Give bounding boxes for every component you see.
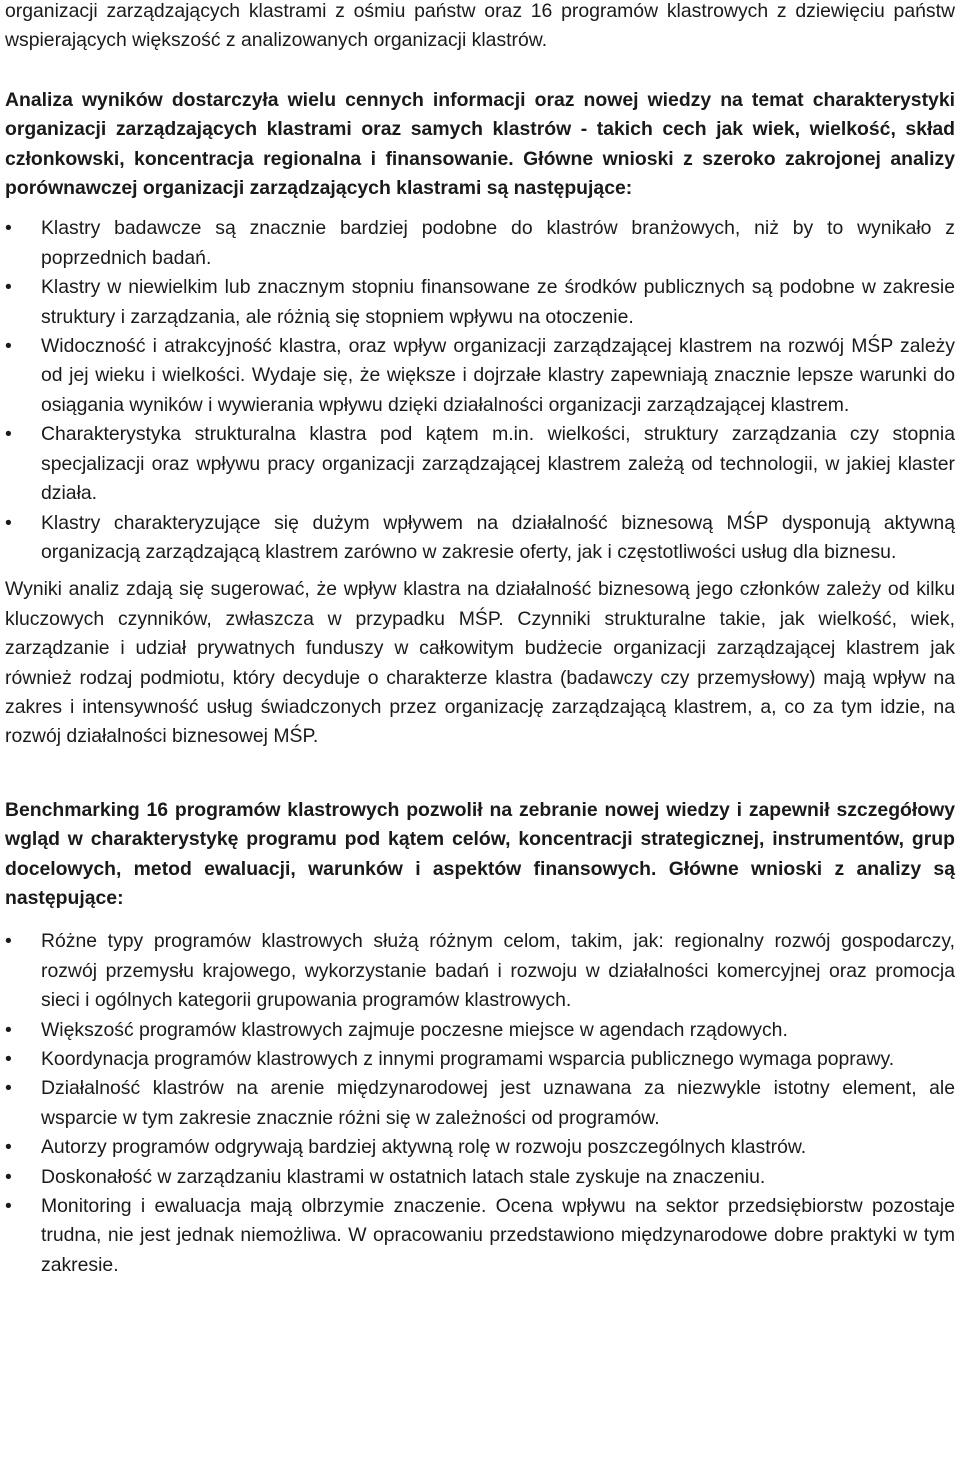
list-item xyxy=(5,332,955,420)
list-item xyxy=(5,273,955,332)
list-item-text: Działalność klastrów na arenie międzynarodowej jest uznawana za niezwykle istotny element, ale wsparcie w tym zakresie znacznie różni się w zależności od programów. xyxy=(41,1077,955,1129)
list-item-text: Widoczność i atrakcyjność klastra, oraz wpływ organizacji zarządzającej klastrem na rozwój MŚP zależy od jej wieku i wielkości. Wydaje się, że większe i dojrzałe klastry zapewniają znacznie lepsze warunki do osiągania wyników i wywierania wpływu dzięki działalności organizacji zarządzającej klastrem. xyxy=(41,335,955,416)
section2-bullet-list xyxy=(5,927,955,1280)
list-item-text: Większość programów klastrowych zajmuje poczesne miejsce w agendach rządowych. xyxy=(41,1018,788,1041)
section1-bullet-list xyxy=(5,214,955,567)
bullet-icon: • xyxy=(5,1136,12,1159)
bullet-icon: • xyxy=(5,1018,12,1041)
bullet-icon: • xyxy=(5,217,12,240)
bullet-icon: • xyxy=(5,1165,12,1188)
bullet-icon: • xyxy=(5,276,12,299)
list-item xyxy=(5,1016,955,1045)
list-item-text: Doskonałość w zarządzaniu klastrami w ostatnich latach stale zyskuje na znaczeniu. xyxy=(41,1165,766,1188)
list-item xyxy=(5,1163,955,1192)
list-item xyxy=(5,1192,955,1280)
list-item xyxy=(5,214,955,273)
document-page xyxy=(5,0,955,1280)
list-item-text: Monitoring i ewaluacja mają olbrzymie znaczenie. Ocena wpływu na sektor przedsiębiorstw pozostaje trudna, nie jest jednak niemożliwa. W opracowaniu przedstawiono międzynarodowe dobre praktyki w tym zakresie. xyxy=(41,1195,955,1276)
list-item-text: Autorzy programów odgrywają bardziej aktywną rolę w rozwoju poszczególnych klastrów. xyxy=(41,1136,807,1159)
list-item xyxy=(5,1045,955,1074)
bullet-icon: • xyxy=(5,511,12,534)
list-item xyxy=(5,927,955,1015)
section2-lead-paragraph: Benchmarking 16 programów klastrowych pozwolił na zebranie nowej wiedzy i zapewnił szczegółowy wgląd w charakterystykę programu pod kątem celów, koncentracji strategicznej, instrumentów, grup docelowych, metod ewaluacji, warunków i aspektów finansowych. Główne wnioski z analizy są następujące: xyxy=(5,798,955,909)
list-item-text: Klastry charakteryzujące się dużym wpływem na działalność biznesową MŚP dysponują aktywną organizacją zarządzającą klastrem zarówno w zakresie oferty, jak i częstotliwości usług dla biznesu. xyxy=(41,511,955,563)
list-item xyxy=(5,1074,955,1133)
list-item xyxy=(5,509,955,568)
bullet-icon: • xyxy=(5,1077,12,1100)
list-item-text: Koordynacja programów klastrowych z innymi programami wsparcia publicznego wymaga poprawy. xyxy=(41,1048,895,1070)
bullet-icon: • xyxy=(5,1195,12,1218)
bullet-icon: • xyxy=(5,1048,12,1070)
list-item-text: Charakterystyka strukturalna klastra pod kątem m.in. wielkości, struktury zarządzania czy stopnia specjalizacji oraz wpływu pracy organizacji zarządzającej klastrem zależą od technologii, w jakiej klaster działa. xyxy=(41,423,955,505)
bullet-icon: • xyxy=(5,930,12,953)
list-item-text: Klastry w niewielkim lub znacznym stopniu finansowane ze środków publicznych są podobne w zakresie struktury i zarządzania, ale różnią się stopniem wpływu na otoczenie. xyxy=(41,276,955,328)
list-item xyxy=(5,420,955,508)
section1-closing-paragraph: Wyniki analiz zdają się sugerować, że wpływ klastra na działalność biznesową jego członków zależy od kilku kluczowych czynników, zwłaszcza w przypadku MŚP. Czynniki strukturalne takie, jak wielkość, wiek, zarządzanie i udział prywatnych funduszy w całkowitym budżecie organizacji zarządzającej klastrem jak również rodzaj podmiotu, który decyduje o charakterze klastra (badawczy czy przemysłowy) mają wpływ na zakres i intensywność usług świadczonych przez organizację zarządzającą klastrem, a, co za tym idzie, na rozwój działalności biznesowej MŚP. xyxy=(5,578,955,748)
section1-lead-paragraph: Analiza wyników dostarczyła wielu cennych informacji oraz nowej wiedzy na temat charakterystyki organizacji zarządzających klastrami oraz samych klastrów - takich cech jak wiek, wielkość, skład członkowski, koncentracja regionalna i finansowanie. Główne wnioski z szeroko zakrojonej analizy porównawczej organizacji zarządzających klastrami są następujące: xyxy=(5,88,955,200)
list-item-text: Klastry badawcze są znacznie bardziej podobne do klastrów branżowych, niż by to wynikało z poprzednich badań. xyxy=(41,217,955,269)
intro-paragraph: organizacji zarządzających klastrami z ośmiu państw oraz 16 programów klastrowych z dziewięciu państw wspierających większość z analizowanych organizacji klastrów. xyxy=(5,0,955,52)
list-item-text: Różne typy programów klastrowych służą różnym celom, takim, jak: regionalny rozwój gospodarczy, rozwój przemysłu krajowego, wykorzystanie badań i rozwoju w działalności komercyjnej oraz promocja sieci i ogólnych kategorii grupowania programów klastrowych. xyxy=(41,930,955,1012)
bullet-icon: • xyxy=(5,335,12,358)
list-item xyxy=(5,1133,955,1162)
bullet-icon: • xyxy=(5,423,12,446)
